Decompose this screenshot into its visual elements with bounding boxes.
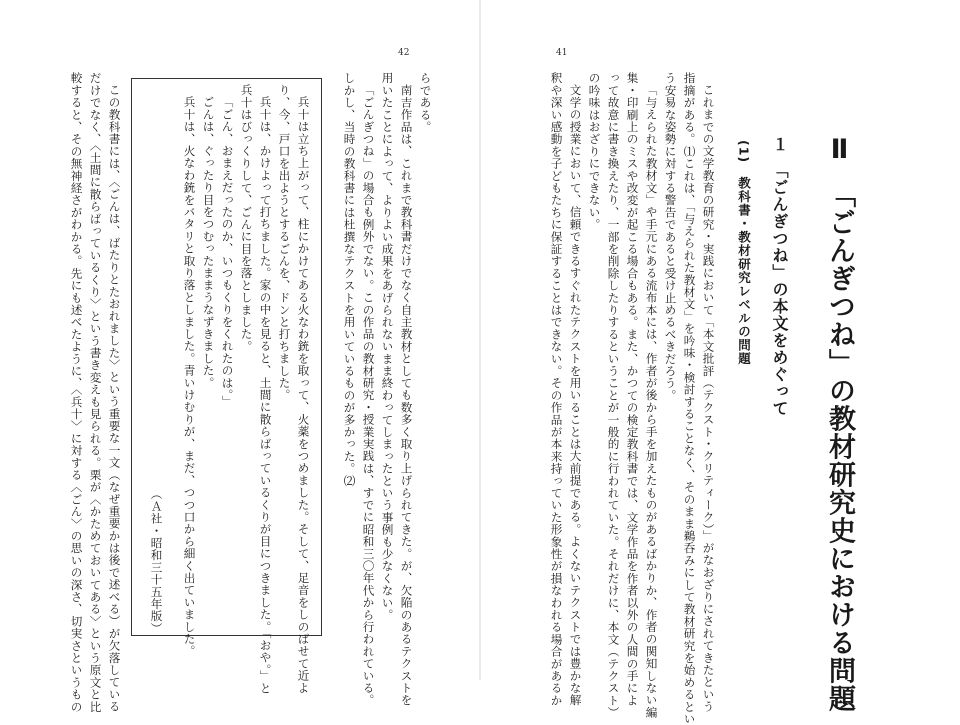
left-body-line: だけでなく、〈土間に散らばっているくり〉という書き変えも見られる。栗が〈かためておいてある〉という原文と比	[88, 72, 103, 713]
right-body-line: の吟味はおざりにできない。	[587, 72, 602, 231]
right-body-line: 「与えられた教材文」や手元にある流布本には、作者が後から手を加えたものがあるばかりか、作者の関知しない編	[644, 84, 659, 719]
right-body-line: 文学の授業において、信頼できるすぐれたテクストを用いることは大前提である。よくないテクストでは豊かな解	[568, 84, 583, 707]
left-body-line: 「ごんぎつね」の場合も例外でない。この作品の教材研究・授業実践は、すでに昭和三〇年代から行われている。	[361, 84, 376, 707]
section-title: １ 「ごんぎつね」の本文をめぐって	[770, 136, 789, 417]
quote-line: 兵十は、火なわ銃をバタリと取り落としました。青いけむりが、まだ、つつ口から細く出ていました。	[182, 96, 197, 658]
chapter-title: Ⅱ 「ごんぎつね」の教材研究史における問題	[824, 134, 855, 713]
right-body-line: 指摘がある。⑴これは、「与えられた教材文」を吟味・検討することなく、そのまま鵜呑みにして教材研究を始めるとい	[682, 72, 697, 725]
left-body-line: この教科書には、〈ごんは、ばたりとたおれました〉という重要な一文（なぜ重要かは後で述べる）が欠落している	[107, 84, 122, 713]
page-gutter	[479, 0, 481, 680]
left-body-line: 南吉作品は、これまで教科書だけでなく自主教材としても数多く取り上げられてきた。が、欠陥のあるテクストを	[399, 84, 414, 707]
right-page-number: 41	[556, 48, 568, 58]
quote-line: 兵十は、かけよって打ちました。家の中を見ると、土間に散らばっているくりが目につきました。「おや。」と	[258, 96, 273, 695]
left-body-line: 較すると、その無神経さがわかる。先にも述べたように、〈兵十〉に対する〈ごん〉の思いの深さ、切実さというもの	[69, 72, 84, 713]
right-body-line: 集・印刷上のミスや改変が起こる場合もある。また、かつての検定教科書では、文学作品を作者以外の人間の手によ	[625, 72, 640, 707]
left-body-line: 用いたことによって、よりよい成果をあげられないまま終わってしまったという事例も少なくない。	[380, 72, 395, 621]
quote-line: り、今、戸口を出ようとするごんを、ドンと打ちました。	[277, 84, 292, 402]
left-page-number: 42	[398, 48, 410, 58]
right-body-line: これまでの文学教育の研究・実践において「本文批評（テクスト・クリティーク）」がなおざりにされてきたという	[701, 84, 716, 713]
quote-line: 兵十はびっくりして、ごんに目を落としました。	[239, 84, 254, 353]
subsection-title: (1) 教科書・教材研究レベルの問題	[736, 140, 752, 366]
quote-line: 兵十は立ち上がって、柱にかけてある火なわ銃を取って、火薬をつめました。そして、足音をしのばせて近よ	[296, 96, 311, 694]
quote-source: （Ａ社・昭和三十五年版）	[149, 488, 164, 635]
left-body-line: しかし、当時の教科書には杜撰なテクストを用いているものが多かった。⑵	[342, 72, 357, 487]
right-body-line: う安易な姿勢に対する警告であると受け止めるべきだろう。	[663, 72, 678, 402]
right-body-line: 釈や深い感動を子どもたちに保証することはできない。その作品が本来持っていた形象性が損なわれる場合があるか	[549, 72, 564, 707]
quote-line: ごんは、ぐったり目をつむったままうなずきました。	[201, 96, 216, 389]
right-body-line: って故意に書き換えたり、一部を削除したりするということが一般的に行われていた。それだけに、本文（テクスト）	[606, 72, 621, 719]
left-body-line: らである。	[418, 72, 433, 133]
quote-line: 「ごん、おまえだったのか、いつもくりをくれたのは。」	[220, 96, 235, 408]
